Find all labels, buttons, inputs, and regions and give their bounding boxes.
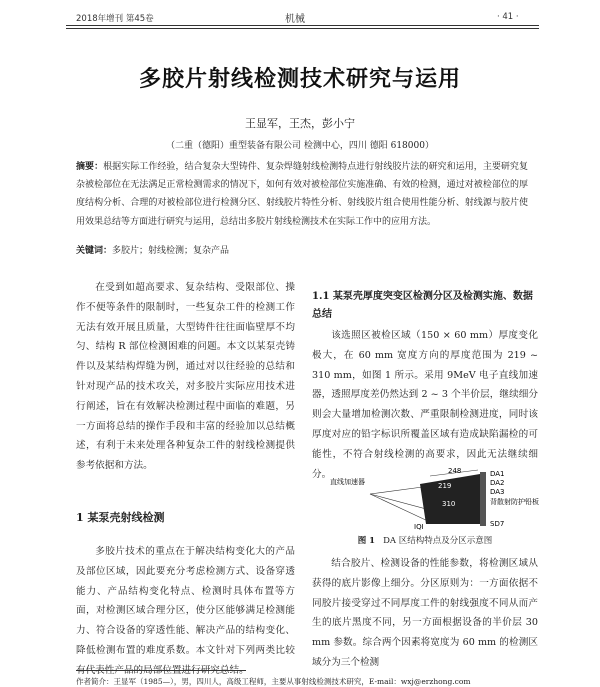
authors: 王显军，王杰，彭小宁 bbox=[245, 117, 355, 130]
subsection-1-1-heading: 1.1 某泵壳厚度突变区检测分区及检测实施、数据总结 bbox=[312, 291, 533, 320]
subsection-1-1-paragraph-2: 结合胶片、检测设备的性能参数，将检测区域从获得的底片影像上细分。分区原则为：一方面依据不同胶片接受穿过不同厚度工件的射线强度不同从而产生的底片黑度不同，另一方面根据设备的半价层 30 mm 参数。综合两个因素将宽度为 60 mm 的检测区域分为三个检测 bbox=[312, 558, 538, 668]
keywords bbox=[76, 243, 528, 256]
page-number: · 41 · bbox=[497, 12, 519, 22]
figure-1-caption bbox=[312, 534, 538, 546]
fig-label-marker: 背散射防护铅板 bbox=[490, 498, 539, 506]
section-1-heading: 1 某泵壳射线检测 bbox=[76, 511, 165, 524]
film-cassette bbox=[480, 472, 486, 526]
fig-label-iqi: IQI bbox=[414, 523, 424, 531]
fig-label-da2: DA2 bbox=[490, 479, 505, 487]
figure-1-diagram bbox=[330, 466, 539, 531]
author-footnote: 作者简介：王显军（1985—），男，四川人，高级工程师，主要从事射线检测技术研究，E-mail：wxj@erzhong.com bbox=[76, 677, 471, 686]
paper-title: 多胶片射线检测技术研究与运用 bbox=[138, 66, 461, 92]
intro-paragraph: 在受到如超高要求、复杂结构、受限部位、操作不便等条件的限制时，一些复杂工件的检测工作无法有效开展且质量，大型铸件往往面临壁厚不均匀、结构 R 部位检测困难的问题。本文以某泵壳铸件以及某结构焊缝为例，通过对以往经验的总结和针对现产品的技术攻关，对多胶片实际应用技术进行阐述，旨在有效解决检测过程中面临的难题，另一方面将总结的操作手段和丰富的经验加以总结概述，有利于未来处理各种复杂工件的射线检测提供参考依据和方法。 bbox=[76, 282, 295, 472]
keywords-text: 多胶片；射线检测；复杂产品 bbox=[112, 246, 230, 256]
subsection-1-1-paragraph: 该选照区被检区域（150 × 60 mm）厚度变化极大，在 60 mm 宽度方向的厚度范围为 219 ~ 310 mm，如图 1 所示。采用 9MeV 电子直线加速器，透照厚度差仍然达到 2 ~ 3 个半价层，继续细分则会大量增加检测次数、严重限制检测进度，同时该厚度对应的铅字标识所覆盖区域有造成缺陷漏检的可能性，不符合射线检测的高要求，因此无法继续细分。 bbox=[312, 330, 538, 480]
section-1-paragraph: 多胶片技术的重点在于解决结构变化大的产品及部位区域，因此要充分考虑检测方式、设备穿透能力、产品结构变化特点、检测时具体布置等方面，对检测区域合理分区，使分区能够满足检测能力、符合设备的穿透性能、解决产品的结构变化、降低检测布置的难度系数。本文针对下列两类比较有代表性产品的局部位置进行研究总结。 bbox=[76, 546, 295, 676]
beam-lines bbox=[370, 486, 430, 522]
keywords-label: 关键词： bbox=[76, 246, 113, 256]
journal-issue: 2018年增刊 第45卷 bbox=[76, 14, 154, 24]
figure-1-number: 图 1 bbox=[357, 536, 376, 546]
fig-label-219: 219 bbox=[438, 482, 452, 490]
affiliation: （二重（德阳）重型装备有限公司 检测中心，四川 德阳 618000） bbox=[166, 141, 434, 151]
fig-label-310: 310 bbox=[442, 500, 456, 508]
header-rule bbox=[66, 25, 539, 26]
footnote-rule bbox=[76, 670, 246, 671]
fig-label-da1: DA1 bbox=[490, 470, 505, 478]
abstract-text: 根据实际工作经验，结合复杂大型铸件、复杂焊缝射线检测特点进行射线胶片法的研究和运用，主要研究复杂被检部位在无法满足正常检测需求的情况下，如何有效对被检部位实施准确、有效的检测，通过对被检部位的厚度结构分析、合理的对被检部位进行检测分区、射线胶片特性分析、射线胶片组合使用性能分析、射线源与胶片使用效果总结等方面进行研究与运用，总结出多胶片射线检测技术在实际工作中的应用方法。 bbox=[76, 162, 528, 227]
fig-label-sd: SD7 bbox=[490, 520, 505, 528]
fig-label-da3: DA3 bbox=[490, 488, 505, 496]
fig-label-source: 直线加速器 bbox=[330, 478, 365, 486]
abstract-label: 摘要： bbox=[76, 162, 104, 172]
abstract bbox=[76, 158, 528, 231]
fig-label-248: 248 bbox=[448, 467, 462, 475]
header-rule-thin bbox=[66, 28, 539, 29]
journal-section: 机械 bbox=[285, 14, 305, 25]
figure-1-caption-text: DA 区结构特点及分区示意图 bbox=[383, 536, 493, 546]
